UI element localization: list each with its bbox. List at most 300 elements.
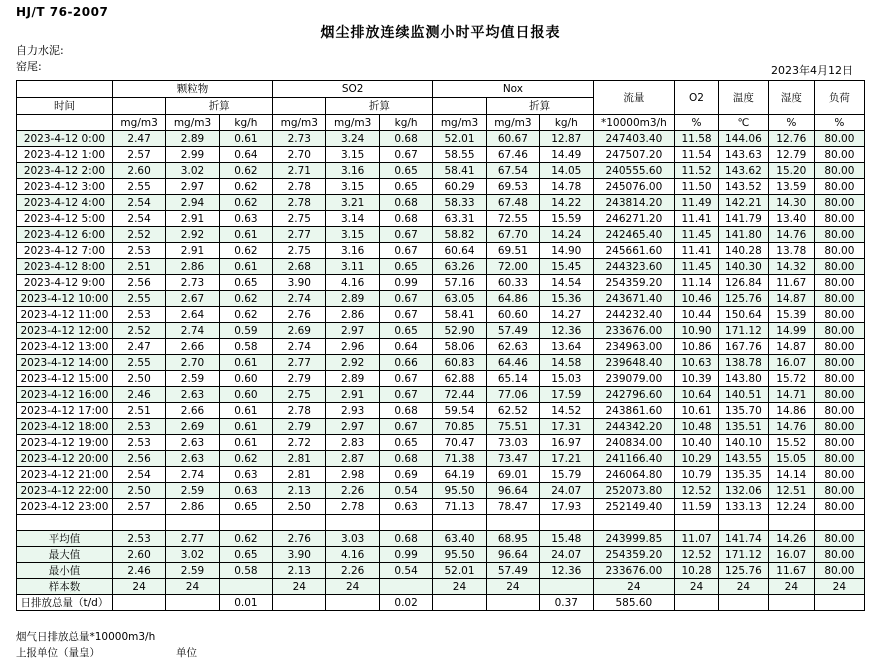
cell-nox-kg: 15.79 [540,467,593,483]
cell-nox-kg: 14.52 [540,403,593,419]
cell-nox-conv: 64.46 [486,355,539,371]
cell-pm-conv: 2.63 [166,435,219,451]
cell-pm-mg: 2.57 [112,499,165,515]
table-row [17,323,865,339]
stat-cell-temp: 24 [718,579,768,595]
cell-pm-kg: 0.61 [219,403,272,419]
cell-nox-kg: 14.24 [540,227,593,243]
spacer-cell [486,515,539,531]
cell-o2: 10.44 [675,307,719,323]
cell-pm-mg: 2.52 [112,227,165,243]
cell-temp: 126.84 [718,275,768,291]
cell-humidity: 16.07 [768,355,814,371]
total-cell-pm-kg: 0.01 [219,595,272,611]
cell-temp: 140.51 [718,387,768,403]
cell-pm-kg: 0.65 [219,275,272,291]
cell-time: 2023-4-12 11:00 [17,307,113,323]
cell-so2-mg: 2.73 [273,131,326,147]
cell-load: 80.00 [814,483,864,499]
cell-nox-mg: 60.29 [433,179,486,195]
cell-nox-mg: 63.26 [433,259,486,275]
unit-flow: *10000m3/h [593,115,675,131]
cell-time: 2023-4-12 0:00 [17,131,113,147]
cell-time: 2023-4-12 16:00 [17,387,113,403]
cell-so2-conv: 2.78 [326,499,379,515]
unit-nox-mg: mg/m3 [433,115,486,131]
cell-so2-kg: 0.65 [379,259,432,275]
cell-humidity: 13.59 [768,179,814,195]
cell-nox-conv: 67.48 [486,195,539,211]
cell-so2-conv: 3.11 [326,259,379,275]
cell-pm-mg: 2.53 [112,435,165,451]
cell-temp: 125.76 [718,291,768,307]
table-row [17,195,865,211]
cell-so2-mg: 2.78 [273,403,326,419]
sub-header-pm-blank [112,98,165,115]
cell-temp: 167.76 [718,339,768,355]
total-cell-load [814,595,864,611]
cell-flow: 252073.80 [593,483,675,499]
sub-header-time: 时间 [17,98,113,115]
stat-cell-flow: 24 [593,579,675,595]
cell-temp: 140.28 [718,243,768,259]
cell-nox-mg: 95.50 [433,483,486,499]
stat-cell-pm-kg: 0.62 [219,531,272,547]
cell-so2-mg: 2.81 [273,451,326,467]
stat-cell-so2-conv: 24 [326,579,379,595]
cell-so2-kg: 0.67 [379,291,432,307]
cell-nox-kg: 15.59 [540,211,593,227]
cell-time: 2023-4-12 4:00 [17,195,113,211]
cell-nox-mg: 58.06 [433,339,486,355]
cell-nox-kg: 15.36 [540,291,593,307]
footer-unit-label: 单位 [176,647,197,659]
cell-nox-mg: 52.90 [433,323,486,339]
cell-so2-kg: 0.66 [379,355,432,371]
cell-so2-conv: 2.89 [326,291,379,307]
cell-pm-kg: 0.61 [219,435,272,451]
stat-cell-pm-mg: 24 [112,579,165,595]
cell-pm-mg: 2.47 [112,339,165,355]
cell-so2-kg: 0.67 [379,227,432,243]
stat-cell-flow: 243999.85 [593,531,675,547]
cell-nox-kg: 12.36 [540,323,593,339]
cell-pm-kg: 0.62 [219,291,272,307]
cell-flow: 242465.40 [593,227,675,243]
cell-pm-kg: 0.60 [219,371,272,387]
cell-pm-kg: 0.61 [219,227,272,243]
cell-pm-mg: 2.53 [112,307,165,323]
stat-cell-nox-kg: 24.07 [540,547,593,563]
cell-nox-kg: 14.49 [540,147,593,163]
cell-humidity: 14.71 [768,387,814,403]
cell-flow: 247403.40 [593,131,675,147]
cell-load: 80.00 [814,419,864,435]
cell-load: 80.00 [814,499,864,515]
stat-row [17,563,865,579]
cell-load: 80.00 [814,403,864,419]
cell-nox-kg: 24.07 [540,483,593,499]
cell-nox-conv: 73.03 [486,435,539,451]
group-header-nox: Nox [433,81,593,98]
table-group-header-row [17,81,865,98]
cell-pm-mg: 2.55 [112,291,165,307]
cell-pm-mg: 2.46 [112,387,165,403]
cell-so2-mg: 2.71 [273,163,326,179]
cell-nox-mg: 63.31 [433,211,486,227]
cell-humidity: 14.99 [768,323,814,339]
cell-flow: 247507.20 [593,147,675,163]
cell-so2-mg: 2.79 [273,419,326,435]
stat-label: 样本数 [17,579,113,595]
total-cell-nox-kg: 0.37 [540,595,593,611]
unit-pm-conv: mg/m3 [166,115,219,131]
stat-cell-load: 24 [814,579,864,595]
stat-label: 最小值 [17,563,113,579]
cell-load: 80.00 [814,275,864,291]
cell-humidity: 11.67 [768,275,814,291]
cell-nox-conv: 96.64 [486,483,539,499]
cell-flow: 233676.00 [593,323,675,339]
cell-so2-conv: 3.14 [326,211,379,227]
stat-cell-so2-mg: 2.13 [273,563,326,579]
cell-pm-conv: 2.63 [166,387,219,403]
cell-nox-conv: 73.47 [486,451,539,467]
spacer-cell [814,515,864,531]
cell-so2-conv: 3.16 [326,163,379,179]
cell-load: 80.00 [814,451,864,467]
cell-nox-kg: 17.31 [540,419,593,435]
cell-pm-conv: 2.86 [166,499,219,515]
cell-load: 80.00 [814,243,864,259]
stat-cell-so2-kg: 0.54 [379,563,432,579]
group-header-temp: 温度 [718,81,768,115]
cell-so2-kg: 0.65 [379,179,432,195]
unit-nox-kg: kg/h [540,115,593,131]
cell-so2-conv: 3.15 [326,227,379,243]
stat-cell-humidity: 14.26 [768,531,814,547]
cell-nox-mg: 64.19 [433,467,486,483]
stat-cell-nox-kg: 15.48 [540,531,593,547]
cell-nox-mg: 63.05 [433,291,486,307]
spacer-cell [768,515,814,531]
cell-load: 80.00 [814,467,864,483]
table-row [17,467,865,483]
spacer-cell [17,515,113,531]
cell-temp: 138.78 [718,355,768,371]
sub-header-pm-convert: 折算 [166,98,273,115]
cell-nox-kg: 14.78 [540,179,593,195]
unit-humidity: % [768,115,814,131]
cell-flow: 242796.60 [593,387,675,403]
table-row [17,179,865,195]
cell-load: 80.00 [814,227,864,243]
cell-so2-kg: 0.65 [379,435,432,451]
cell-nox-kg: 14.22 [540,195,593,211]
cell-pm-kg: 0.58 [219,339,272,355]
cell-pm-kg: 0.62 [219,451,272,467]
cell-humidity: 14.76 [768,419,814,435]
cell-so2-kg: 0.67 [379,307,432,323]
stat-row [17,531,865,547]
cell-pm-mg: 2.50 [112,371,165,387]
cell-o2: 10.46 [675,291,719,307]
cell-so2-conv: 2.87 [326,451,379,467]
cell-o2: 11.49 [675,195,719,211]
cell-humidity: 13.40 [768,211,814,227]
cell-so2-mg: 2.13 [273,483,326,499]
table-row [17,435,865,451]
stat-cell-so2-conv: 4.16 [326,547,379,563]
cell-flow: 245076.00 [593,179,675,195]
table-row [17,259,865,275]
cell-o2: 10.48 [675,419,719,435]
spacer-cell [593,515,675,531]
cell-so2-kg: 0.63 [379,499,432,515]
stat-cell-pm-mg: 2.60 [112,547,165,563]
cell-pm-kg: 0.60 [219,387,272,403]
cell-nox-conv: 69.51 [486,243,539,259]
cell-flow: 239648.40 [593,355,675,371]
cell-o2: 10.79 [675,467,719,483]
cell-flow: 243671.40 [593,291,675,307]
stat-cell-pm-conv: 24 [166,579,219,595]
cell-nox-kg: 13.64 [540,339,593,355]
cell-temp: 171.12 [718,323,768,339]
total-cell-so2-conv [326,595,379,611]
cell-nox-mg: 52.01 [433,131,486,147]
total-label: 日排放总量（t/d） [17,595,113,611]
cell-load: 80.00 [814,339,864,355]
cell-humidity: 14.86 [768,403,814,419]
cell-flow: 243814.20 [593,195,675,211]
table-row [17,147,865,163]
cell-so2-kg: 0.99 [379,275,432,291]
cell-pm-conv: 2.69 [166,419,219,435]
cell-so2-kg: 0.68 [379,195,432,211]
cell-humidity: 12.24 [768,499,814,515]
unit-time [17,115,113,131]
stat-cell-so2-mg: 24 [273,579,326,595]
cell-pm-mg: 2.60 [112,163,165,179]
stat-cell-flow: 254359.20 [593,547,675,563]
cell-nox-mg: 58.33 [433,195,486,211]
cell-flow: 234963.00 [593,339,675,355]
cell-pm-conv: 2.91 [166,211,219,227]
table-row [17,275,865,291]
cell-pm-kg: 0.61 [219,259,272,275]
cell-pm-conv: 2.89 [166,131,219,147]
cell-so2-mg: 2.75 [273,211,326,227]
cell-o2: 10.61 [675,403,719,419]
cell-pm-kg: 0.63 [219,483,272,499]
cell-nox-mg: 58.41 [433,307,486,323]
cell-load: 80.00 [814,307,864,323]
cell-temp: 142.21 [718,195,768,211]
cell-nox-kg: 17.93 [540,499,593,515]
cell-so2-kg: 0.69 [379,467,432,483]
cell-load: 80.00 [814,371,864,387]
spacer-cell [540,515,593,531]
cell-pm-conv: 2.99 [166,147,219,163]
cell-so2-mg: 2.75 [273,243,326,259]
cell-o2: 11.45 [675,227,719,243]
cell-time: 2023-4-12 1:00 [17,147,113,163]
cell-o2: 11.45 [675,259,719,275]
cell-temp: 150.64 [718,307,768,323]
cell-time: 2023-4-12 3:00 [17,179,113,195]
cell-pm-mg: 2.47 [112,131,165,147]
cell-nox-conv: 65.14 [486,371,539,387]
group-header-pm: 颗粒物 [112,81,272,98]
table-row [17,451,865,467]
cell-so2-mg: 2.69 [273,323,326,339]
cell-o2: 11.41 [675,211,719,227]
cell-so2-mg: 2.79 [273,371,326,387]
cell-so2-mg: 2.50 [273,499,326,515]
total-cell-flow: 585.60 [593,595,675,611]
cell-nox-conv: 67.70 [486,227,539,243]
cell-pm-conv: 2.94 [166,195,219,211]
stat-cell-humidity: 11.67 [768,563,814,579]
cell-so2-kg: 0.65 [379,323,432,339]
cell-nox-kg: 17.59 [540,387,593,403]
cell-load: 80.00 [814,291,864,307]
stat-label: 最大值 [17,547,113,563]
cell-load: 80.00 [814,179,864,195]
cell-time: 2023-4-12 2:00 [17,163,113,179]
table-row [17,403,865,419]
stat-cell-nox-mg: 95.50 [433,547,486,563]
cell-temp: 135.35 [718,467,768,483]
cell-so2-kg: 0.65 [379,163,432,179]
table-row [17,291,865,307]
cell-nox-mg: 57.16 [433,275,486,291]
group-header-blank [17,81,113,98]
unit-nox-conv: mg/m3 [486,115,539,131]
cell-flow: 254359.20 [593,275,675,291]
stat-cell-nox-mg: 52.01 [433,563,486,579]
cell-time: 2023-4-12 14:00 [17,355,113,371]
cell-flow: 239079.00 [593,371,675,387]
cell-so2-conv: 3.15 [326,179,379,195]
cell-load: 80.00 [814,131,864,147]
cell-pm-mg: 2.57 [112,147,165,163]
cell-pm-conv: 2.73 [166,275,219,291]
cell-flow: 252149.40 [593,499,675,515]
stat-cell-temp: 141.74 [718,531,768,547]
cell-nox-mg: 70.85 [433,419,486,435]
cell-so2-kg: 0.67 [379,387,432,403]
sub-header-nox-blank [433,98,486,115]
report-date: 2023年4月12日 [771,64,853,77]
cell-temp: 140.10 [718,435,768,451]
unit-pm-mg: mg/m3 [112,115,165,131]
cell-so2-mg: 2.76 [273,307,326,323]
unit-load: % [814,115,864,131]
cell-pm-kg: 0.62 [219,307,272,323]
total-cell-temp [718,595,768,611]
cell-pm-mg: 2.56 [112,451,165,467]
total-cell-pm-conv [166,595,219,611]
cell-o2: 10.86 [675,339,719,355]
page-title: 烟尘排放连续监测小时平均值日报表 [320,25,561,41]
cell-so2-conv: 2.89 [326,371,379,387]
cell-pm-conv: 2.63 [166,451,219,467]
cell-nox-kg: 15.03 [540,371,593,387]
stat-cell-o2: 24 [675,579,719,595]
cell-so2-conv: 2.93 [326,403,379,419]
cell-flow: 244232.40 [593,307,675,323]
cell-nox-mg: 60.64 [433,243,486,259]
cell-so2-mg: 2.70 [273,147,326,163]
cell-so2-kg: 0.67 [379,147,432,163]
cell-nox-conv: 72.00 [486,259,539,275]
cell-humidity: 15.05 [768,451,814,467]
cell-time: 2023-4-12 18:00 [17,419,113,435]
unit-o2: % [675,115,719,131]
cell-nox-conv: 64.86 [486,291,539,307]
cell-time: 2023-4-12 21:00 [17,467,113,483]
table-row [17,307,865,323]
cell-nox-kg: 14.27 [540,307,593,323]
cell-pm-kg: 0.63 [219,211,272,227]
cell-nox-kg: 12.87 [540,131,593,147]
cell-nox-conv: 78.47 [486,499,539,515]
cell-humidity: 14.87 [768,291,814,307]
cell-nox-conv: 62.52 [486,403,539,419]
cell-o2: 10.64 [675,387,719,403]
stat-cell-pm-kg: 0.65 [219,547,272,563]
stat-cell-so2-mg: 2.76 [273,531,326,547]
cell-o2: 10.63 [675,355,719,371]
cell-pm-conv: 2.92 [166,227,219,243]
cell-pm-conv: 2.91 [166,243,219,259]
cell-nox-kg: 14.54 [540,275,593,291]
cell-time: 2023-4-12 23:00 [17,499,113,515]
total-cell-nox-conv [486,595,539,611]
group-header-flow: 流量 [593,81,675,115]
cell-so2-conv: 2.92 [326,355,379,371]
stat-cell-pm-kg [219,579,272,595]
cell-nox-kg: 15.45 [540,259,593,275]
cell-nox-conv: 72.55 [486,211,539,227]
cell-nox-conv: 57.49 [486,323,539,339]
footer-total-gas: 烟气日排放总量*10000m3/h [16,631,156,643]
footer-report-unit: 上报单位（量皇） [16,647,100,659]
cell-pm-conv: 2.66 [166,403,219,419]
table-row [17,131,865,147]
cell-temp: 140.30 [718,259,768,275]
stat-cell-temp: 125.76 [718,563,768,579]
cell-so2-mg: 2.68 [273,259,326,275]
cell-pm-conv: 2.59 [166,483,219,499]
stat-cell-so2-conv: 2.26 [326,563,379,579]
cell-so2-conv: 2.98 [326,467,379,483]
cell-so2-mg: 2.72 [273,435,326,451]
cell-pm-kg: 0.62 [219,163,272,179]
cell-so2-conv: 2.97 [326,323,379,339]
cell-o2: 11.59 [675,499,719,515]
cell-so2-kg: 0.68 [379,451,432,467]
cell-time: 2023-4-12 7:00 [17,243,113,259]
table-row [17,355,865,371]
cell-so2-kg: 0.67 [379,243,432,259]
cell-nox-conv: 67.46 [486,147,539,163]
unit-pm-kg: kg/h [219,115,272,131]
cell-flow: 240834.00 [593,435,675,451]
stat-cell-humidity: 24 [768,579,814,595]
